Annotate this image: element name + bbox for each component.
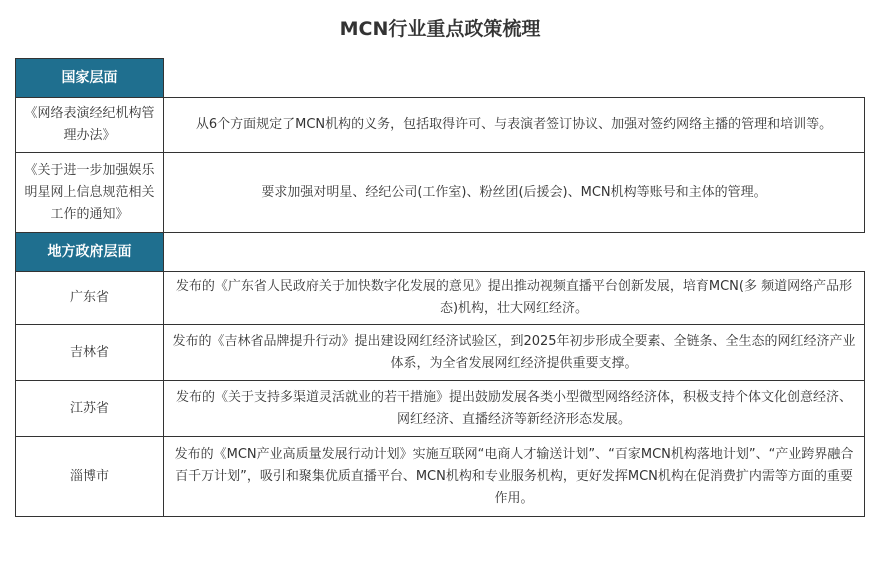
- policy-content-cell: 要求加强对明星、经纪公司(工作室)、粉丝团(后援会)、MCN机构等账号和主体的管理。: [164, 153, 865, 233]
- region-name-cell: 淄博市: [16, 437, 164, 517]
- policy-content-cell: 发布的《MCN产业高质量发展行动计划》实施互联网“电商人才输送计划”、“百家MCN机构落地计划”、“产业跨界融合百千万计划”，吸引和聚集优质直播平台、MCN机构和专业服务机构，更好发挥MCN机构在促消费扩内需等方面的重要作用。: [164, 437, 865, 517]
- table-row: [16, 272, 865, 325]
- region-name-cell: 江苏省: [16, 381, 164, 437]
- section-header-spacer: [164, 59, 865, 98]
- section-header-spacer: [164, 233, 865, 272]
- policy-name-cell: 《网络表演经纪机构管理办法》: [16, 98, 164, 153]
- table-row: [16, 437, 865, 517]
- policy-content-cell: 从6个方面规定了MCN机构的义务，包括取得许可、与表演者签订协议、加强对签约网络主播的管理和培训等。: [164, 98, 865, 153]
- policy-content-cell: 发布的《广东省人民政府关于加快数字化发展的意见》提出推动视频直播平台创新发展，培育MCN(多 频道网络产品形态)机构，壮大网红经济。: [164, 272, 865, 325]
- table-row: [16, 153, 865, 233]
- policy-content-cell: 发布的《关于支持多渠道灵活就业的若干措施》提出鼓励发展各类小型微型网络经济体，积极支持个体文化创意经济、网红经济、直播经济等新经济形态发展。: [164, 381, 865, 437]
- section-heading-national: 国家层面: [16, 59, 164, 98]
- section-header-row: [16, 59, 865, 98]
- section-heading-local: 地方政府层面: [16, 233, 164, 272]
- policy-table: [15, 58, 865, 517]
- region-name-cell: 吉林省: [16, 325, 164, 381]
- table-row: [16, 325, 865, 381]
- section-header-row: [16, 233, 865, 272]
- policy-name-cell: 《关于进一步加强娱乐明星网上信息规范相关工作的通知》: [16, 153, 164, 233]
- table-row: [16, 98, 865, 153]
- page-title: MCN行业重点政策梳理: [339, 18, 541, 40]
- policy-content-cell: 发布的《吉林省品牌提升行动》提出建设网红经济试验区，到2025年初步形成全要素、全链条、全生态的网红经济产业体系，为全省发展网红经济提供重要支撑。: [164, 325, 865, 381]
- region-name-cell: 广东省: [16, 272, 164, 325]
- table-row: [16, 381, 865, 437]
